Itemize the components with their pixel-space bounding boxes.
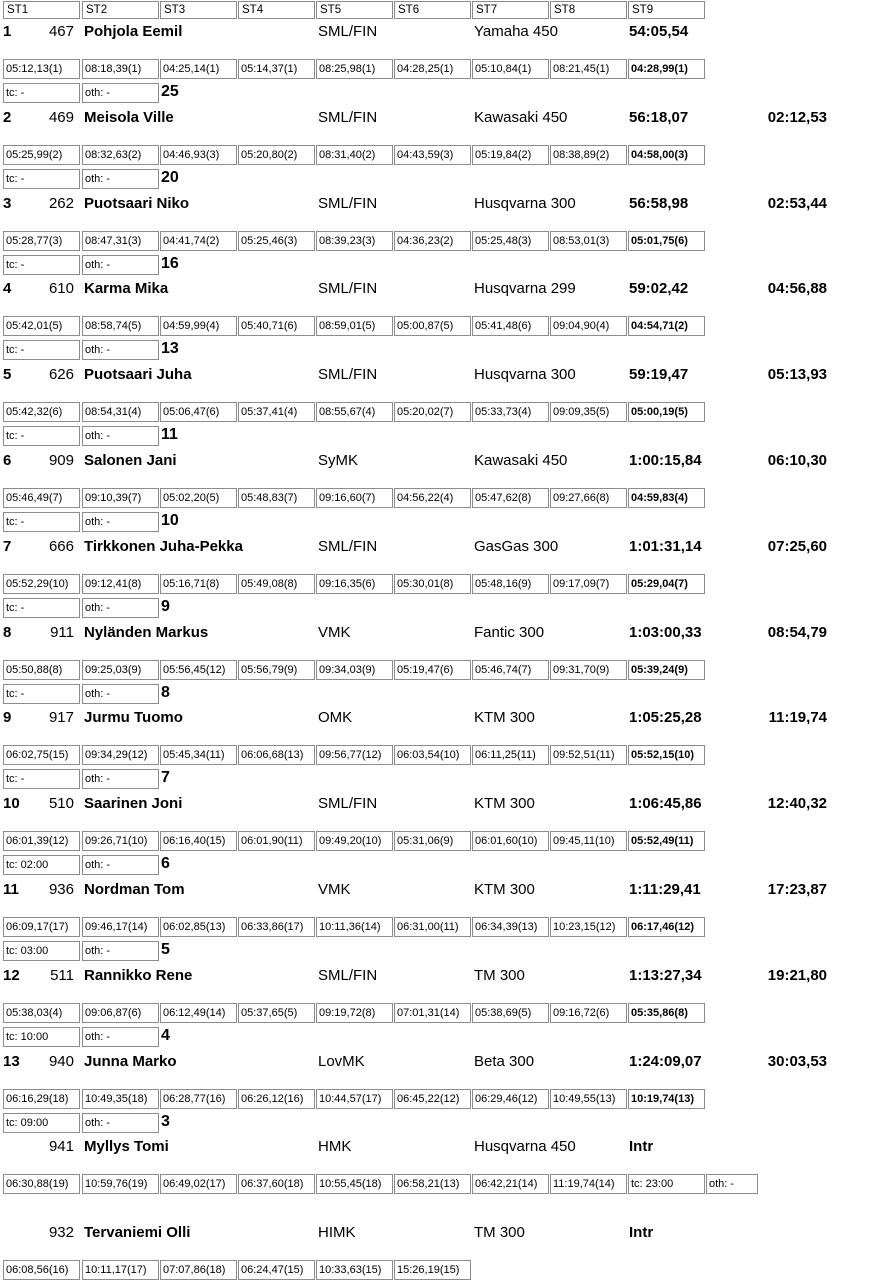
bike: KTM 300: [474, 881, 535, 898]
total-time: 1:05:25,28: [629, 709, 702, 727]
club: SML/FIN: [318, 966, 378, 984]
other-penalty: oth: -: [82, 426, 159, 446]
stage-time-st8: 08:38,89(2): [550, 145, 627, 165]
club: OMK: [318, 709, 353, 727]
time-control-penalty: tc: 09:00: [3, 1113, 80, 1133]
stage-header-7: ST7: [472, 1, 549, 19]
rider-name: Nyländen Markus: [84, 623, 209, 641]
stage-time-st3: 04:25,14(1): [160, 59, 237, 79]
stage-time-st8: 08:21,45(1): [550, 59, 627, 79]
stage-time-st9: 06:17,46(12): [628, 917, 705, 937]
stage-time-st6: 04:28,25(1): [394, 59, 471, 79]
stage-time-st4: 05:25,46(3): [238, 231, 315, 251]
stage-time-st2: 09:46,17(14): [82, 917, 159, 937]
stage-time-st7: 06:42,21(14): [472, 1174, 549, 1194]
stage-time-st8: 09:27,66(8): [550, 488, 627, 508]
rider-number: 941: [48, 1138, 74, 1156]
stage-time-st8: 09:17,09(7): [550, 574, 627, 594]
stage-time-st5: 08:25,98(1): [316, 59, 393, 79]
stage-time-st7: 06:11,25(11): [472, 745, 549, 765]
stage-time-st2: 09:25,03(9): [82, 660, 159, 680]
rider-name: Puotsaari Juha: [84, 366, 192, 384]
total-time: 1:13:27,34: [629, 966, 702, 984]
position: 1: [3, 23, 12, 40]
stage-time-st4: 06:06,68(13): [238, 745, 315, 765]
stage-time-st8: 08:53,01(3): [550, 231, 627, 251]
stage-time-st1: 05:46,49(7): [3, 488, 80, 508]
rider-number: 940: [48, 1052, 74, 1070]
bike: Husqvarna 300: [474, 194, 576, 212]
stage-time-st6: 04:36,23(2): [394, 231, 471, 251]
stage-time-st9: 05:52,49(11): [628, 831, 705, 851]
position: 2: [3, 108, 12, 126]
stage-time-st5: 08:55,67(4): [316, 402, 393, 422]
stage-time-st1: 05:42,01(5): [3, 316, 80, 336]
time-control-penalty: tc: -: [3, 426, 80, 446]
rider-name: Pohjola Eemil: [84, 23, 183, 40]
championship-points: 8: [161, 683, 170, 701]
time-gap: 08:54,79: [767, 623, 827, 641]
rider-name: Myllys Tomi: [84, 1138, 169, 1156]
club: HMK: [318, 1138, 352, 1156]
time-gap: 06:10,30: [767, 452, 827, 469]
rider-number: 626: [48, 366, 74, 384]
total-time: 1:24:09,07: [629, 1052, 702, 1070]
stage-time-st2: 09:12,41(8): [82, 574, 159, 594]
stage-time-st7: 06:01,60(10): [472, 831, 549, 851]
stage-header-3: ST3: [160, 1, 237, 19]
stage-time-st8: 09:52,51(11): [550, 745, 627, 765]
time-gap: 05:13,93: [767, 366, 827, 384]
total-time: 1:03:00,33: [629, 623, 702, 641]
total-time: Intr: [629, 1138, 654, 1156]
stage-time-st1: 06:16,29(18): [3, 1089, 80, 1109]
stage-time-st5: 08:59,01(5): [316, 316, 393, 336]
stage-time-st3: 04:46,93(3): [160, 145, 237, 165]
stage-time-st6: 06:03,54(10): [394, 745, 471, 765]
stage-time-st1: 05:42,32(6): [3, 402, 80, 422]
stage-time-st5: 08:31,40(2): [316, 145, 393, 165]
stage-time-st3: 04:41,74(2): [160, 231, 237, 251]
championship-points: 6: [161, 855, 170, 873]
stage-time-st3: 05:45,34(11): [160, 745, 237, 765]
stage-time-st4: 05:49,08(8): [238, 574, 315, 594]
stage-time-st6: 06:31,00(11): [394, 917, 471, 937]
stage-time-st4: 06:24,47(15): [238, 1260, 315, 1280]
other-penalty: oth: -: [82, 941, 159, 961]
stage-time-st1: 05:38,03(4): [3, 1003, 80, 1023]
stage-time-st1: 06:08,56(16): [3, 1260, 80, 1280]
other-penalty: oth: -: [82, 684, 159, 704]
stage-time-st2: 09:26,71(10): [82, 831, 159, 851]
stage-time-st7: 06:34,39(13): [472, 917, 549, 937]
championship-points: 7: [161, 769, 170, 787]
stage-time-st2: 08:47,31(3): [82, 231, 159, 251]
club: VMK: [318, 623, 351, 641]
rider-name: Salonen Jani: [84, 452, 177, 469]
bike: Kawasaki 450: [474, 452, 568, 469]
stage-time-st4: 05:40,71(6): [238, 316, 315, 336]
position: 5: [3, 366, 12, 384]
bike: KTM 300: [474, 709, 535, 727]
stage-time-st5: 10:44,57(17): [316, 1089, 393, 1109]
bike: TM 300: [474, 966, 525, 984]
time-gap: 11:19,74: [768, 709, 827, 727]
position: 7: [3, 537, 12, 555]
stage-time-st9: 05:52,15(10): [628, 745, 705, 765]
total-time: 1:00:15,84: [629, 452, 702, 469]
rider-number: 511: [50, 966, 74, 984]
rider-name: Nordman Tom: [84, 881, 185, 898]
stage-time-st2: 09:06,87(6): [82, 1003, 159, 1023]
other-penalty: oth: -: [82, 855, 159, 875]
position: 12: [3, 966, 20, 984]
championship-points: 11: [161, 426, 178, 444]
time-control-penalty: tc: -: [3, 83, 80, 103]
stage-time-st7: 05:48,16(9): [472, 574, 549, 594]
championship-points: 16: [161, 254, 179, 272]
bike: Beta 300: [474, 1052, 535, 1070]
stage-time-st8: 10:23,15(12): [550, 917, 627, 937]
stage-time-st1: 06:30,88(19): [3, 1174, 80, 1194]
stage-time-st4: 06:37,60(18): [238, 1174, 315, 1194]
other-penalty: oth: -: [82, 1113, 159, 1133]
championship-points: 9: [161, 597, 170, 615]
stage-time-st2: 10:11,17(17): [82, 1260, 159, 1280]
stage-time-st1: 05:28,77(3): [3, 231, 80, 251]
stage-time-st9: 04:59,83(4): [628, 488, 705, 508]
stage-time-st2: 08:32,63(2): [82, 145, 159, 165]
time-control-penalty: tc: -: [3, 769, 80, 789]
rider-name: Karma Mika: [84, 280, 169, 298]
stage-time-st6: 05:19,47(6): [394, 660, 471, 680]
stage-time-st5: 09:19,72(8): [316, 1003, 393, 1023]
bike: GasGas 300: [474, 537, 559, 555]
rider-number: 510: [48, 795, 74, 813]
stage-header-2: ST2: [82, 1, 159, 19]
stage-time-st4: 05:56,79(9): [238, 660, 315, 680]
stage-time-st9: 05:39,24(9): [628, 660, 705, 680]
bike: Husqvarna 450: [474, 1138, 576, 1156]
club: SML/FIN: [318, 280, 378, 298]
time-control-penalty: tc: 10:00: [3, 1027, 80, 1047]
rider-number: 262: [48, 194, 74, 212]
stage-header-4: ST4: [238, 1, 315, 19]
stage-time-st6: 04:43,59(3): [394, 145, 471, 165]
stage-time-st4: 05:14,37(1): [238, 59, 315, 79]
stage-time-st1: 05:12,13(1): [3, 59, 80, 79]
stage-time-st6: 05:30,01(8): [394, 574, 471, 594]
stage-time-st6: 06:58,21(13): [394, 1174, 471, 1194]
club: LovMK: [318, 1052, 365, 1070]
other-penalty: oth: -: [82, 598, 159, 618]
stage-time-st8: 09:09,35(5): [550, 402, 627, 422]
stage-time-st8: 11:19,74(14): [550, 1174, 627, 1194]
bike: KTM 300: [474, 795, 535, 813]
time-gap: 04:56,88: [767, 280, 827, 298]
rider-number: 467: [48, 23, 74, 40]
rider-name: Tervaniemi Olli: [84, 1224, 191, 1242]
total-time: Intr: [629, 1224, 654, 1242]
total-time: 1:01:31,14: [629, 537, 702, 555]
stage-time-st3: 05:06,47(6): [160, 402, 237, 422]
time-control-penalty: tc: -: [3, 255, 80, 275]
stage-time-st6: 06:45,22(12): [394, 1089, 471, 1109]
rider-name: Meisola Ville: [84, 108, 174, 126]
rider-number: 917: [48, 709, 74, 727]
stage-time-st5: 09:16,60(7): [316, 488, 393, 508]
bike: Kawasaki 450: [474, 108, 568, 126]
championship-points: 10: [161, 512, 179, 529]
stage-header-1: ST1: [3, 1, 80, 19]
stage-time-st3: 05:56,45(12): [160, 660, 237, 680]
stage-time-st8: 10:49,55(13): [550, 1089, 627, 1109]
total-time: 56:18,07: [629, 108, 689, 126]
stage-time-st2: 09:10,39(7): [82, 488, 159, 508]
championship-points: 20: [161, 168, 179, 186]
stage-time-st5: 10:55,45(18): [316, 1174, 393, 1194]
time-gap: 02:53,44: [767, 194, 827, 212]
other-penalty: oth: -: [82, 340, 159, 360]
time-control-penalty: tc: 02:00: [3, 855, 80, 875]
other-penalty: oth: -: [82, 769, 159, 789]
time-gap: 07:25,60: [767, 537, 827, 555]
stage-time-st3: 06:49,02(17): [160, 1174, 237, 1194]
stage-time-st3: 04:59,99(4): [160, 316, 237, 336]
stage-time-st4: 06:33,86(17): [238, 917, 315, 937]
stage-time-st1: 05:52,29(10): [3, 574, 80, 594]
position: 10: [3, 795, 20, 813]
stage-time-st4: 05:20,80(2): [238, 145, 315, 165]
stage-time-st6: 07:01,31(14): [394, 1003, 471, 1023]
stage-time-st2: 08:58,74(5): [82, 316, 159, 336]
stage-header-5: ST5: [316, 1, 393, 19]
club: SyMK: [318, 452, 359, 469]
other-penalty: oth: -: [82, 83, 159, 103]
stage-time-st3: 05:16,71(8): [160, 574, 237, 594]
stage-time-st2: 09:34,29(12): [82, 745, 159, 765]
stage-time-st4: 05:37,41(4): [238, 402, 315, 422]
other-penalty: oth: -: [82, 512, 159, 532]
stage-time-st8: 09:16,72(6): [550, 1003, 627, 1023]
stage-time-st1: 06:02,75(15): [3, 745, 80, 765]
stage-time-st7: 05:33,73(4): [472, 402, 549, 422]
stage-time-st7: 05:19,84(2): [472, 145, 549, 165]
other-penalty: oth: -: [82, 1027, 159, 1047]
rider-name: Rannikko Rene: [84, 966, 193, 984]
time-control-penalty: tc: -: [3, 598, 80, 618]
total-time: 56:58,98: [629, 194, 689, 212]
total-time: 54:05,54: [629, 23, 689, 40]
stage-time-st8: 09:04,90(4): [550, 316, 627, 336]
stage-time-st2: 08:54,31(4): [82, 402, 159, 422]
championship-points: 4: [161, 1026, 170, 1044]
championship-points: 13: [161, 340, 179, 358]
stage-time-st7: 05:25,48(3): [472, 231, 549, 251]
club: HIMK: [318, 1224, 356, 1242]
stage-time-st9: 05:01,75(6): [628, 231, 705, 251]
stage-time-st6: 04:56,22(4): [394, 488, 471, 508]
championship-points: 25: [161, 83, 179, 100]
club: SML/FIN: [318, 795, 378, 813]
rider-number: 936: [48, 881, 74, 898]
time-gap: 02:12,53: [767, 108, 827, 126]
stage-time-st9: 04:28,99(1): [628, 59, 705, 79]
stage-time-st6: 05:31,06(9): [394, 831, 471, 851]
stage-time-st5: 08:39,23(3): [316, 231, 393, 251]
position: 4: [3, 280, 12, 298]
rider-number: 932: [48, 1224, 74, 1242]
club: SML/FIN: [318, 23, 378, 40]
time-gap: 12:40,32: [767, 795, 827, 813]
championship-points: 3: [161, 1112, 170, 1130]
stage-time-st5: 09:49,20(10): [316, 831, 393, 851]
stage-time-st5: 10:11,36(14): [316, 917, 393, 937]
stage-time-st9: 05:29,04(7): [628, 574, 705, 594]
total-time: 59:19,47: [629, 366, 689, 384]
time-control-penalty: tc: 23:00: [628, 1174, 705, 1194]
club: VMK: [318, 881, 351, 898]
total-time: 1:11:29,41: [629, 881, 701, 898]
position: 3: [3, 194, 12, 212]
stage-time-st8: 09:31,70(9): [550, 660, 627, 680]
stage-time-st2: 08:18,39(1): [82, 59, 159, 79]
stage-time-st4: 06:26,12(16): [238, 1089, 315, 1109]
stage-time-st9: 05:35,86(8): [628, 1003, 705, 1023]
stage-header-6: ST6: [394, 1, 471, 19]
time-gap: 30:03,53: [767, 1052, 827, 1070]
other-penalty: oth: -: [706, 1174, 758, 1194]
position: 11: [3, 881, 19, 898]
stage-time-st5: 09:16,35(6): [316, 574, 393, 594]
total-time: 1:06:45,86: [629, 795, 702, 813]
stage-time-st2: 10:49,35(18): [82, 1089, 159, 1109]
stage-time-st9: 05:00,19(5): [628, 402, 705, 422]
bike: Yamaha 450: [474, 23, 558, 40]
championship-points: 5: [161, 941, 170, 958]
stage-time-st7: 05:10,84(1): [472, 59, 549, 79]
stage-time-st4: 05:48,83(7): [238, 488, 315, 508]
stage-time-st9: 04:58,00(3): [628, 145, 705, 165]
time-control-penalty: tc: -: [3, 684, 80, 704]
rider-number: 666: [48, 537, 74, 555]
stage-header-9: ST9: [628, 1, 705, 19]
stage-time-st1: 05:25,99(2): [3, 145, 80, 165]
bike: Husqvarna 299: [474, 280, 576, 298]
stage-time-st6: 15:26,19(15): [394, 1260, 471, 1280]
time-gap: 19:21,80: [767, 966, 827, 984]
club: SML/FIN: [318, 537, 378, 555]
stage-time-st5: 09:34,03(9): [316, 660, 393, 680]
stage-time-st3: 06:02,85(13): [160, 917, 237, 937]
stage-time-st6: 05:00,87(5): [394, 316, 471, 336]
other-penalty: oth: -: [82, 255, 159, 275]
stage-time-st3: 06:28,77(16): [160, 1089, 237, 1109]
stage-time-st4: 05:37,65(5): [238, 1003, 315, 1023]
other-penalty: oth: -: [82, 169, 159, 189]
stage-time-st1: 05:50,88(8): [3, 660, 80, 680]
time-control-penalty: tc: -: [3, 169, 80, 189]
rider-number: 911: [50, 623, 74, 641]
rider-name: Junna Marko: [84, 1052, 177, 1070]
position: 13: [3, 1052, 20, 1070]
club: SML/FIN: [318, 366, 378, 384]
rider-name: Jurmu Tuomo: [84, 709, 183, 727]
total-time: 59:02,42: [629, 280, 689, 298]
stage-time-st7: 06:29,46(12): [472, 1089, 549, 1109]
rider-name: Saarinen Joni: [84, 795, 183, 813]
stage-time-st3: 06:12,49(14): [160, 1003, 237, 1023]
stage-time-st2: 10:59,76(19): [82, 1174, 159, 1194]
time-control-penalty: tc: -: [3, 340, 80, 360]
stage-time-st9: 04:54,71(2): [628, 316, 705, 336]
rider-number: 610: [48, 280, 74, 298]
stage-time-st7: 05:38,69(5): [472, 1003, 549, 1023]
club: SML/FIN: [318, 108, 378, 126]
bike: Husqvarna 300: [474, 366, 576, 384]
position: 6: [3, 452, 12, 469]
stage-time-st7: 05:46,74(7): [472, 660, 549, 680]
stage-time-st4: 06:01,90(11): [238, 831, 315, 851]
stage-header-8: ST8: [550, 1, 627, 19]
stage-time-st9: 10:19,74(13): [628, 1089, 705, 1109]
stage-time-st1: 06:09,17(17): [3, 917, 80, 937]
bike: TM 300: [474, 1224, 525, 1242]
stage-time-st6: 05:20,02(7): [394, 402, 471, 422]
rider-number: 909: [48, 452, 74, 469]
rider-name: Puotsaari Niko: [84, 194, 190, 212]
stage-time-st3: 07:07,86(18): [160, 1260, 237, 1280]
position: 9: [3, 709, 12, 727]
bike: Fantic 300: [474, 623, 545, 641]
stage-time-st1: 06:01,39(12): [3, 831, 80, 851]
stage-time-st8: 09:45,11(10): [550, 831, 627, 851]
stage-time-st7: 05:41,48(6): [472, 316, 549, 336]
time-gap: 17:23,87: [767, 881, 827, 898]
time-control-penalty: tc: 03:00: [3, 941, 80, 961]
stage-time-st3: 05:02,20(5): [160, 488, 237, 508]
stage-time-st5: 10:33,63(15): [316, 1260, 393, 1280]
rider-number: 469: [48, 108, 74, 126]
time-control-penalty: tc: -: [3, 512, 80, 532]
stage-time-st5: 09:56,77(12): [316, 745, 393, 765]
club: SML/FIN: [318, 194, 378, 212]
position: 8: [3, 623, 12, 641]
stage-time-st7: 05:47,62(8): [472, 488, 549, 508]
rider-name: Tirkkonen Juha-Pekka: [84, 537, 243, 555]
stage-time-st3: 06:16,40(15): [160, 831, 237, 851]
